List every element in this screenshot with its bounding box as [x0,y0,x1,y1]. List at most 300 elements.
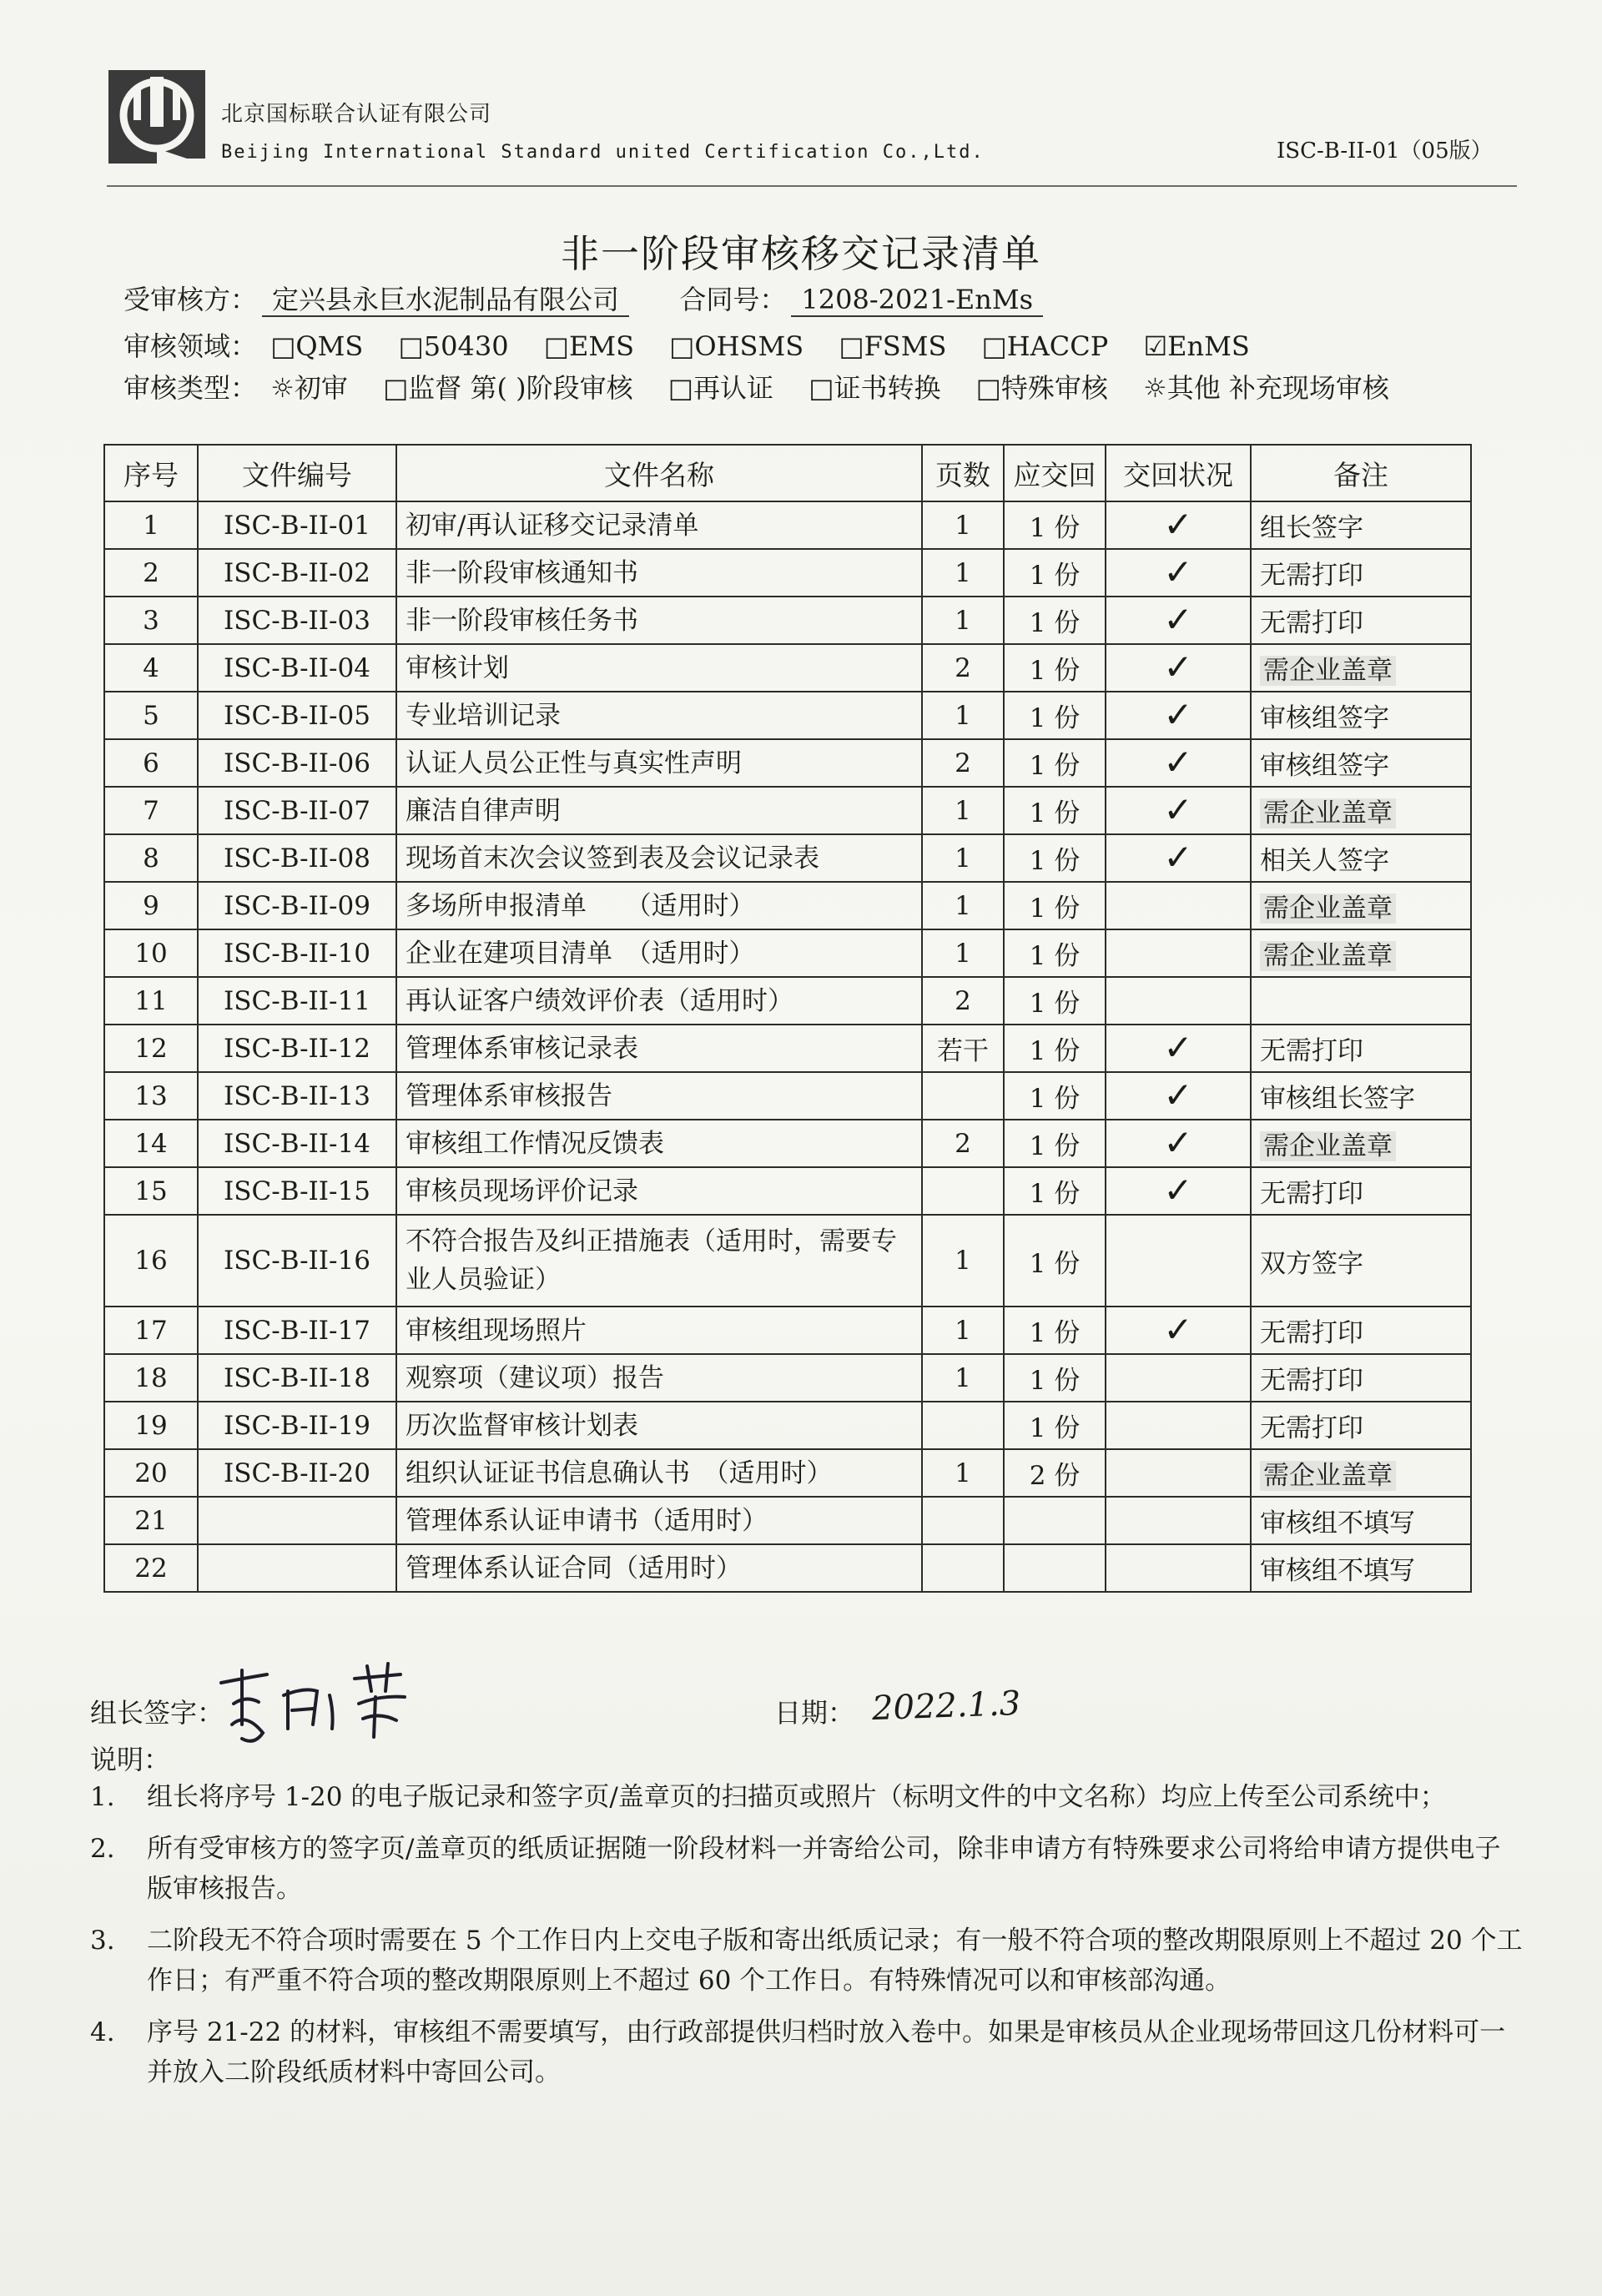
row-return-status [1106,977,1251,1025]
row-return-status-text: ✓ [1163,694,1193,735]
header-name: 文件名称 [396,445,922,501]
row-number [104,1497,198,1544]
row-pages [922,1072,1004,1120]
row-note-text: 审核组不填写 [1260,1508,1415,1538]
row-number [104,1025,198,1072]
row-pages-text: 1 [955,890,971,921]
row-pages-text: 2 [955,652,971,683]
audit-type-label: 审核类型： [123,372,258,404]
row-file-name-text: 廉洁自律声明 [406,795,561,826]
row-copies [1004,977,1106,1025]
row-number [104,739,198,787]
row-file-name-text: 管理体系认证合同（适用时） [406,1553,742,1584]
row-file-name-text: 审核组现场照片 [406,1315,587,1346]
header-divider [107,185,1517,187]
row-file-name-text: 非一阶段审核通知书 [406,557,638,588]
row-note [1251,787,1471,834]
row-copies [1004,644,1106,692]
row-number-text: 2 [143,557,159,588]
row-return-status [1106,787,1251,834]
row-copies [1004,501,1106,549]
row-note [1251,501,1471,549]
row-note-text: 组长签字 [1260,513,1363,543]
row-pages [922,549,1004,597]
row-pages-text: 2 [955,985,971,1016]
table-row [104,1025,1471,1072]
row-number [104,929,198,977]
row-number-text: 11 [134,985,168,1016]
row-return-status [1106,1167,1251,1215]
row-note-text: 需企业盖章 [1260,941,1396,971]
row-pages [922,1544,1004,1592]
note-text: 组长将序号 1-20 的电子版记录和签字页/盖章页的扫描页或照片（标明文件的中文名称）均应上传至公司系统中； [147,1782,1446,1812]
row-copies-text: 1 份 [1029,1179,1081,1209]
table-row [104,977,1471,1025]
row-number-text: 17 [134,1315,168,1346]
row-file-code-text: ISC-B-II-15 [224,1176,370,1206]
row-file-code [198,1072,396,1120]
row-file-name [396,1215,922,1307]
note-number: 2. [90,1834,115,1864]
row-number-text: 13 [134,1080,168,1111]
row-note-text: 需企业盖章 [1260,894,1396,924]
auditee-label: 受审核方： [123,284,258,315]
field-checkbox-ems[interactable]: □EMS [543,330,634,362]
type-special[interactable]: □特殊审核 [975,372,1108,404]
note-text: 二阶段无不符合项时需要在 5 个工作日内上交电子版和寄出纸质记录；有一般不符合项的整改期限原则上不超过 20 个工作日；有严重不符合项的整改期限原则上不超过 60 个工作日。有特殊情况可以和审核部沟通。 [147,1926,1523,1996]
row-return-status-text: ✓ [1163,551,1193,592]
row-number-text: 21 [134,1505,168,1536]
audit-type-row [123,367,1416,405]
row-file-name [396,1307,922,1354]
row-copies-text: 1 份 [1029,1131,1081,1161]
row-file-name-text: 初审/再认证移交记录清单 [406,510,699,541]
row-file-name [396,739,922,787]
row-file-name-text: 管理体系认证申请书（适用时） [406,1505,768,1536]
row-pages-text: 1 [955,510,971,541]
table-row [104,1354,1471,1402]
row-number [104,1449,198,1497]
row-note [1251,1120,1471,1167]
type-other[interactable]: ☼其他 补充现场审核 [1143,372,1389,404]
row-number [104,787,198,834]
row-number-text: 14 [134,1128,168,1159]
row-number [104,1354,198,1402]
row-number-text: 4 [143,652,159,683]
row-note [1251,644,1471,692]
row-return-status-text: ✓ [1163,1027,1193,1068]
company-name-cn: 北京国标联合认证有限公司 [221,102,492,127]
row-copies [1004,1215,1106,1307]
row-copies-text: 1 份 [1029,561,1081,591]
row-copies-text: 1 份 [1029,703,1081,733]
row-file-name-text: 审核员现场评价记录 [406,1176,638,1206]
table-row [104,929,1471,977]
note-text: 序号 21-22 的材料，审核组不需要填写，由行政部提供归档时放入卷中。如果是审核员从企业现场带回这几份材料可一并放入二阶段纸质材料中寄回公司。 [147,2017,1506,2087]
header-no: 序号 [104,445,198,501]
row-number [104,597,198,644]
row-copies-text: 1 份 [1029,846,1081,876]
row-number [104,834,198,882]
row-pages [922,692,1004,739]
notes-list [90,1777,1525,2104]
row-copies-text: 1 份 [1029,608,1081,638]
row-file-name-text: 历次监督审核计划表 [406,1410,638,1441]
row-file-name-text: 管理体系审核记录表 [406,1033,638,1064]
row-pages [922,501,1004,549]
row-note-text: 无需打印 [1260,1179,1363,1209]
row-pages [922,739,1004,787]
handwritten-signature [209,1645,426,1754]
row-note [1251,1354,1471,1402]
table-row [104,1449,1471,1497]
row-number-text: 12 [134,1033,168,1064]
row-return-status [1106,882,1251,929]
row-return-status [1106,1449,1251,1497]
row-file-code-text: ISC-B-II-05 [224,700,370,731]
row-note-text: 审核组长签字 [1260,1084,1415,1114]
row-file-code-text: ISC-B-II-11 [224,985,370,1016]
row-number [104,644,198,692]
row-copies [1004,929,1106,977]
row-file-code [198,1025,396,1072]
row-number [104,1167,198,1215]
field-checkbox-50430[interactable]: □50430 [398,330,509,362]
row-note [1251,929,1471,977]
row-file-name-text: 组织认证证书信息确认书 （适用时） [406,1458,833,1488]
contract-value: 1208-2021-EnMs [791,284,1043,317]
row-pages [922,1402,1004,1449]
row-file-code-text: ISC-B-II-10 [224,938,370,969]
note-item [90,1829,1525,1909]
row-note-text: 需企业盖章 [1260,1461,1396,1491]
row-number [104,1215,198,1307]
row-copies [1004,692,1106,739]
row-number-text: 19 [134,1410,168,1441]
company-name-en: Beijing International Standard united Certification Co.,Ltd. [221,142,985,163]
audit-field-row [123,325,1277,364]
row-note-text: 需企业盖章 [1260,656,1396,686]
page-title: 非一阶段审核移交记录清单 [561,231,1041,276]
row-pages-text: 1 [955,1315,971,1346]
row-file-name-text: 不符合报告及纠正措施表（适用时，需要专业人员验证） [406,1226,897,1295]
note-text: 所有受审核方的签字页/盖章页的纸质证据随一阶段材料一并寄给公司，除非申请方有特殊要求公司将给申请方提供电子版审核报告。 [147,1834,1501,1904]
row-copies-text: 1 份 [1029,798,1081,828]
row-number-text: 20 [134,1458,168,1488]
row-file-code-text: ISC-B-II-13 [224,1080,370,1111]
row-number [104,1544,198,1592]
field-checkbox-qms[interactable]: □QMS [270,330,364,362]
row-file-code [198,644,396,692]
row-pages [922,1354,1004,1402]
auditee-row [123,279,1043,317]
row-file-name-text: 再认证客户绩效评价表（适用时） [406,985,793,1016]
table-row [104,1497,1471,1544]
row-file-code-text: ISC-B-II-20 [224,1458,370,1488]
row-note [1251,739,1471,787]
row-note [1251,1072,1471,1120]
table-row [104,549,1471,597]
table-row [104,692,1471,739]
row-copies-text: 1 份 [1029,513,1081,543]
row-file-name [396,1120,922,1167]
row-file-code [198,549,396,597]
row-file-name-text: 多场所申报清单 （适用时） [406,890,755,921]
row-file-code-text: ISC-B-II-16 [224,1246,370,1276]
row-file-code [198,834,396,882]
transfer-record-table [103,444,1472,1593]
table-row [104,501,1471,549]
row-note [1251,549,1471,597]
row-number [104,1307,198,1354]
type-transfer[interactable]: □证书转换 [809,372,941,404]
row-file-name [396,644,922,692]
row-note-text: 需企业盖章 [1260,1131,1396,1161]
row-file-code-text: ISC-B-II-08 [224,843,370,874]
row-number-text: 16 [134,1246,168,1276]
row-copies-text: 1 份 [1029,894,1081,924]
row-copies [1004,1497,1106,1544]
table-row [104,1072,1471,1120]
row-return-status [1106,644,1251,692]
row-return-status-text: ✓ [1163,1075,1193,1115]
row-file-code-text: ISC-B-II-17 [224,1315,370,1346]
row-return-status-text: ✓ [1163,1309,1193,1350]
row-file-name [396,1354,922,1402]
table-row [104,1544,1471,1592]
row-note [1251,977,1471,1025]
row-number-text: 22 [134,1553,168,1584]
row-number-text: 3 [143,605,159,636]
row-return-status-text: ✓ [1163,1122,1193,1163]
row-file-code-text: ISC-B-II-07 [224,795,370,826]
row-pages [922,1120,1004,1167]
row-file-code [198,1307,396,1354]
row-copies [1004,787,1106,834]
row-return-status [1106,549,1251,597]
row-file-name-text: 观察项（建议项）报告 [406,1362,664,1393]
note-item [90,2012,1525,2092]
explanation-label: 说明： [90,1744,171,1775]
row-file-name [396,1167,922,1215]
row-pages-text: 1 [955,1458,971,1488]
type-initial[interactable]: ☼初审 [270,372,348,404]
row-pages [922,1449,1004,1497]
row-pages [922,1497,1004,1544]
type-recertification[interactable]: □再认证 [668,372,774,404]
field-checkbox-fsms[interactable]: □FSMS [839,330,947,362]
row-number-text: 15 [134,1176,168,1206]
row-copies [1004,1072,1106,1120]
table-row [104,787,1471,834]
row-return-status-text: ✓ [1163,837,1193,878]
row-return-status [1106,739,1251,787]
row-return-status-text: ✓ [1163,742,1193,783]
row-pages [922,929,1004,977]
row-file-code-text: ISC-B-II-03 [224,605,370,636]
row-pages [922,597,1004,644]
row-return-status [1106,1025,1251,1072]
row-file-name-text: 非一阶段审核任务书 [406,605,638,636]
row-return-status [1106,1544,1251,1592]
row-return-status-text: ✓ [1163,789,1193,830]
header-note: 备注 [1251,445,1471,501]
row-file-code [198,501,396,549]
row-file-name [396,549,922,597]
type-surveillance[interactable]: □监督 第( )阶段审核 [383,372,633,404]
row-file-name-text: 审核组工作情况反馈表 [406,1128,664,1159]
row-file-name [396,1449,922,1497]
row-file-name [396,597,922,644]
row-pages [922,787,1004,834]
row-note [1251,1215,1471,1307]
row-pages [922,1307,1004,1354]
row-pages [922,977,1004,1025]
row-note-text: 无需打印 [1260,1413,1363,1443]
row-file-name [396,882,922,929]
row-copies-text: 2 份 [1029,1461,1081,1491]
row-file-code [198,739,396,787]
table-row [104,834,1471,882]
date-label: 日期： [774,1697,855,1729]
row-file-code [198,597,396,644]
row-number-text: 10 [134,938,168,969]
row-file-name [396,977,922,1025]
field-checkbox-enms[interactable]: ☑EnMS [1143,330,1250,362]
row-file-code-text: ISC-B-II-04 [224,652,370,683]
row-note-text: 无需打印 [1260,1318,1363,1348]
row-file-code [198,692,396,739]
row-number-text: 1 [143,510,159,541]
row-return-status [1106,1215,1251,1307]
row-copies-text: 1 份 [1029,941,1081,971]
row-pages-text: 2 [955,748,971,778]
row-copies-text: 1 份 [1029,751,1081,781]
table-header-row [104,445,1471,501]
row-note [1251,1544,1471,1592]
row-number [104,1402,198,1449]
row-note-text: 审核组签字 [1260,751,1389,781]
table-row [104,1215,1471,1307]
row-file-name [396,929,922,977]
row-pages-text: 若干 [937,1036,989,1066]
row-file-code-text: ISC-B-II-01 [224,510,370,541]
row-number-text: 6 [143,748,159,778]
row-pages-text: 1 [955,605,971,636]
row-file-name [396,1402,922,1449]
row-number-text: 8 [143,843,159,874]
row-copies-text: 1 份 [1029,1248,1081,1279]
row-pages-text: 1 [955,795,971,826]
row-number [104,977,198,1025]
table-row [104,739,1471,787]
row-note-text: 审核组签字 [1260,703,1389,733]
row-return-status [1106,929,1251,977]
row-number-text: 18 [134,1362,168,1393]
header-copies: 应交回 [1004,445,1106,501]
company-logo-icon [107,68,207,165]
row-number [104,1072,198,1120]
row-note-text: 相关人签字 [1260,846,1389,876]
row-note [1251,1449,1471,1497]
row-number-text: 5 [143,700,159,731]
row-file-name-text: 认证人员公正性与真实性声明 [406,748,742,778]
row-pages [922,644,1004,692]
row-file-code [198,1544,396,1592]
row-file-code [198,977,396,1025]
row-return-status [1106,834,1251,882]
row-copies [1004,834,1106,882]
row-file-code-text: ISC-B-II-09 [224,890,370,921]
row-copies-text: 1 份 [1029,1413,1081,1443]
row-return-status [1106,1072,1251,1120]
row-note-text: 无需打印 [1260,1036,1363,1066]
row-note-text: 无需打印 [1260,608,1363,638]
row-return-status [1106,501,1251,549]
row-number [104,882,198,929]
row-note-text: 需企业盖章 [1260,798,1396,828]
row-copies [1004,1402,1106,1449]
row-return-status-text: ✓ [1163,1170,1193,1211]
date-value: 2022.1.3 [871,1684,1021,1729]
table-row [104,1402,1471,1449]
note-number: 3. [90,1926,115,1956]
row-copies [1004,1449,1106,1497]
row-file-code-text: ISC-B-II-14 [224,1128,370,1159]
row-pages [922,1167,1004,1215]
row-note-text: 无需打印 [1260,1366,1363,1396]
row-note [1251,1307,1471,1354]
row-file-code-text: ISC-B-II-02 [224,557,370,588]
row-copies [1004,549,1106,597]
row-copies [1004,739,1106,787]
row-note [1251,692,1471,739]
note-number: 1. [90,1782,115,1812]
row-note [1251,1167,1471,1215]
row-pages-text: 1 [955,938,971,969]
header-code: 文件编号 [198,445,396,501]
field-checkbox-haccp[interactable]: □HACCP [981,330,1109,362]
audit-field-label: 审核领域： [123,330,258,362]
row-return-status [1106,1354,1251,1402]
table-row [104,1167,1471,1215]
row-pages [922,1215,1004,1307]
row-pages-text: 2 [955,1128,971,1159]
row-file-code-text: ISC-B-II-18 [224,1362,370,1393]
row-file-name [396,1025,922,1072]
row-file-name [396,787,922,834]
table-row [104,597,1471,644]
header-pages: 页数 [922,445,1004,501]
auditee-value: 定兴县永巨水泥制品有限公司 [262,284,629,317]
table-row [104,1307,1471,1354]
row-file-code [198,882,396,929]
row-file-name [396,501,922,549]
row-file-code-text: ISC-B-II-12 [224,1033,370,1064]
row-return-status [1106,1402,1251,1449]
row-note [1251,882,1471,929]
header-status: 交回状况 [1106,445,1251,501]
row-number-text: 9 [143,890,159,921]
row-file-code [198,929,396,977]
row-file-name-text: 管理体系审核报告 [406,1080,612,1111]
field-checkbox-ohsms[interactable]: □OHSMS [669,330,804,362]
row-return-status [1106,1307,1251,1354]
row-pages [922,882,1004,929]
row-file-name [396,1497,922,1544]
row-note-text: 审核组不填写 [1260,1556,1415,1586]
row-pages-text: 1 [955,1362,971,1393]
